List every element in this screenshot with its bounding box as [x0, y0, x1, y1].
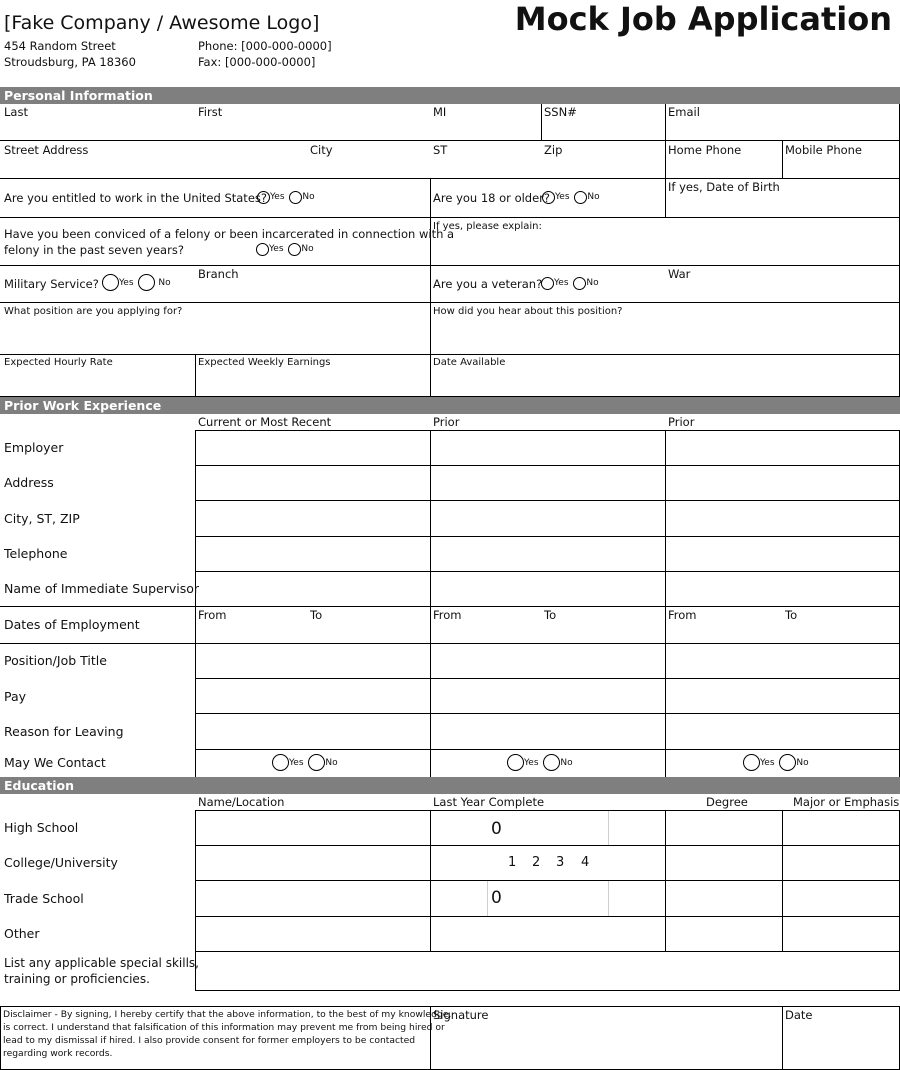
label-signature: Signature: [433, 1008, 489, 1022]
contact-current-yes-radio[interactable]: [272, 754, 289, 771]
question-veteran: Are you a veteran?: [433, 277, 543, 291]
contact-prior1-yes-radio[interactable]: [507, 754, 524, 771]
from-label-prior2: From: [668, 608, 697, 622]
felony-radio-group: Yes No: [256, 241, 316, 257]
question-military-service: Military Service?: [4, 277, 99, 291]
row-high-school: High School: [4, 820, 79, 835]
entitled-no-radio[interactable]: [289, 191, 302, 204]
military-radio-group: Yes No: [102, 274, 173, 290]
contact-prior2-radio-group: Yes No: [743, 754, 811, 770]
col-prior-2: Prior: [668, 415, 695, 429]
veteran-radio-group: Yes No: [541, 275, 601, 291]
row-employer: Employer: [4, 440, 64, 455]
row-telephone: Telephone: [4, 546, 68, 561]
label-branch: Branch: [198, 267, 239, 281]
disclaimer-line1: Disclaimer - By signing, I hereby certify that the above information, to the best of my knowledge,: [3, 1009, 452, 1020]
company-street: 454 Random Street: [4, 39, 116, 53]
contact-prior1-no-radio[interactable]: [543, 754, 560, 771]
disclaimer-line2: is correct. I understand that falsification of this information may prevent me from being hired or: [3, 1022, 445, 1033]
to-label-prior2: To: [785, 608, 798, 622]
college-year-1[interactable]: 1: [508, 855, 517, 870]
label-city: City: [310, 143, 333, 157]
college-year-2[interactable]: 2: [532, 855, 541, 870]
contact-current-radio-group: Yes No: [272, 754, 340, 770]
disclaimer-line3: lead to my dismissal if hired. I also provide consent for former employers to be contacted: [3, 1035, 416, 1046]
question-felony-line2: felony in the past seven years?: [4, 243, 184, 257]
felony-yes-radio[interactable]: [256, 243, 269, 256]
entitled-radio-group: Yes No: [257, 189, 317, 205]
question-felony-line1: Have you been conviced of a felony or been incarcerated in connection with a: [4, 227, 455, 241]
row-position-title: Position/Job Title: [4, 653, 107, 668]
label-home-phone: Home Phone: [668, 143, 742, 157]
label-mi: MI: [433, 105, 447, 119]
contact-prior1-radio-group: Yes No: [507, 754, 575, 770]
label-st: ST: [433, 143, 448, 157]
label-zip: Zip: [544, 143, 563, 157]
from-label-prior1: From: [433, 608, 462, 622]
row-supervisor: Name of Immediate Supervisor: [4, 581, 200, 596]
label-street-address: Street Address: [4, 143, 89, 157]
label-expected-weekly: Expected Weekly Earnings: [198, 357, 331, 368]
label-date-of-birth: If yes, Date of Birth: [668, 180, 780, 194]
row-pay: Pay: [4, 689, 27, 704]
page-title: Mock Job Application: [514, 0, 892, 38]
label-last: Last: [4, 105, 28, 119]
age18-radio-group: Yes No: [542, 189, 602, 205]
to-label-prior1: To: [544, 608, 557, 622]
col-name-location: Name/Location: [198, 795, 285, 809]
label-war: War: [668, 267, 691, 281]
company-phone: Phone: [000-000-0000]: [198, 39, 332, 53]
contact-current-no-radio[interactable]: [308, 754, 325, 771]
row-city-st-zip: City, ST, ZIP: [4, 511, 80, 526]
col-degree: Degree: [706, 795, 748, 809]
row-address: Address: [4, 475, 54, 490]
felony-no-radio[interactable]: [288, 243, 301, 256]
label-mobile-phone: Mobile Phone: [785, 143, 863, 157]
military-yes-radio[interactable]: [102, 274, 119, 291]
row-reason-for-leaving: Reason for Leaving: [4, 724, 124, 739]
company-fax: Fax: [000-000-0000]: [198, 55, 316, 69]
label-date: Date: [785, 1008, 813, 1022]
row-may-we-contact: May We Contact: [4, 755, 106, 770]
section-personal-information: Personal Information: [0, 87, 900, 104]
row-trade-school: Trade School: [4, 891, 84, 906]
to-label-current: To: [310, 608, 323, 622]
label-email: Email: [668, 105, 700, 119]
college-year-3[interactable]: 3: [556, 855, 565, 870]
contact-prior2-no-radio[interactable]: [779, 754, 796, 771]
veteran-yes-radio[interactable]: [541, 277, 554, 290]
entitled-yes-radio[interactable]: [257, 191, 270, 204]
section-education: Education: [0, 777, 900, 794]
col-last-year: Last Year Complete: [433, 795, 545, 809]
col-current: Current or Most Recent: [198, 415, 332, 429]
row-college: College/University: [4, 855, 118, 870]
company-logo-text: [Fake Company / Awesome Logo]: [4, 12, 320, 34]
label-expected-hourly: Expected Hourly Rate: [4, 357, 113, 368]
row-dates-of-employment: Dates of Employment: [4, 617, 140, 632]
disclaimer-line4: regarding work records.: [3, 1048, 113, 1059]
military-no-radio[interactable]: [138, 274, 155, 291]
from-label-current: From: [198, 608, 227, 622]
col-major: Major or Emphasis: [793, 795, 900, 809]
label-ssn: SSN#: [544, 105, 577, 119]
question-heard-about: How did you hear about this position?: [433, 306, 623, 317]
skills-label-line2: training or proficiencies.: [4, 972, 150, 986]
row-other: Other: [4, 926, 40, 941]
age18-no-radio[interactable]: [574, 191, 587, 204]
label-first: First: [198, 105, 223, 119]
veteran-no-radio[interactable]: [573, 277, 586, 290]
skills-label-line1: List any applicable special skills,: [4, 956, 199, 970]
company-city: Stroudsburg, PA 18360: [4, 55, 136, 69]
label-please-explain: If yes, please explain:: [433, 221, 542, 232]
question-entitled-to-work: Are you entitled to work in the United States?: [4, 191, 267, 205]
question-18-or-older: Are you 18 or older?: [433, 191, 551, 205]
hs-year-value[interactable]: 0: [491, 819, 502, 839]
trade-year-value[interactable]: 0: [491, 888, 502, 908]
question-position: What position are you applying for?: [4, 306, 183, 317]
contact-prior2-yes-radio[interactable]: [743, 754, 760, 771]
age18-yes-radio[interactable]: [542, 191, 555, 204]
label-date-available: Date Available: [433, 357, 506, 368]
college-year-4[interactable]: 4: [581, 855, 590, 870]
col-prior-1: Prior: [433, 415, 460, 429]
section-prior-work-experience: Prior Work Experience: [0, 397, 900, 414]
